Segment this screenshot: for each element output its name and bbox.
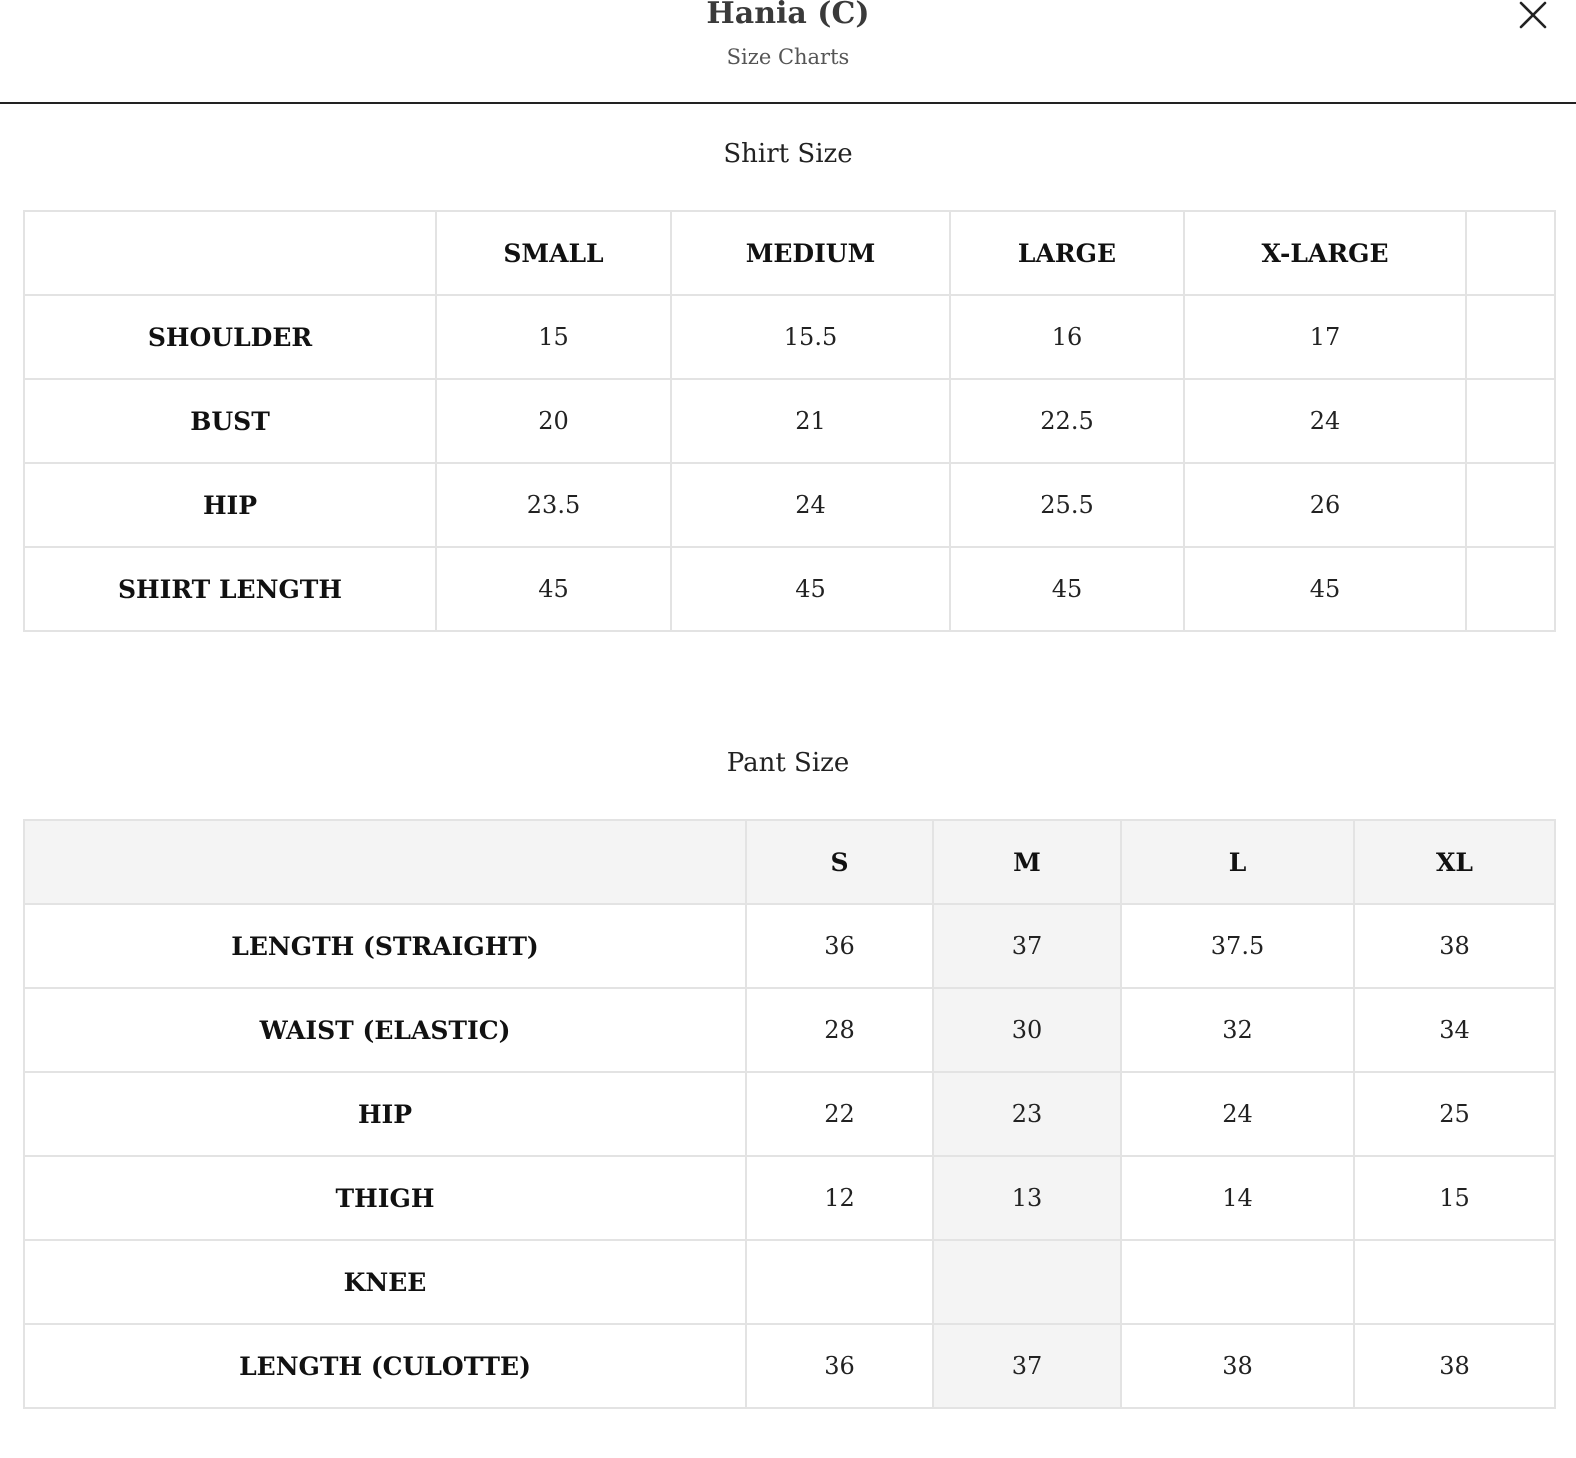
empty-header-cell (1466, 211, 1555, 295)
table-row (24, 379, 1555, 463)
table-cell: 14 (1121, 1156, 1354, 1240)
table-cell: 21 (671, 379, 950, 463)
table-cell: 32 (1121, 988, 1354, 1072)
table-cell: 38 (1354, 1324, 1555, 1408)
table-cell: 30 (933, 988, 1121, 1072)
table-header-row (24, 820, 1555, 904)
table-cell: 37 (933, 1324, 1121, 1408)
table-row (24, 295, 1555, 379)
shirt-size-title: Shirt Size (723, 139, 853, 169)
table-cell: 15.5 (671, 295, 950, 379)
table-cell: 16 (950, 295, 1184, 379)
table-cell (1354, 1240, 1555, 1324)
table-cell: 20 (436, 379, 671, 463)
column-header-s: S (746, 820, 933, 904)
table-cell: 45 (950, 547, 1184, 631)
table-cell: 12 (746, 1156, 933, 1240)
table-cell: 38 (1121, 1324, 1354, 1408)
table-cell: 23.5 (436, 463, 671, 547)
table-cell: 22.5 (950, 379, 1184, 463)
column-header-m: M (933, 820, 1121, 904)
table-cell (1121, 1240, 1354, 1324)
table-cell (933, 1240, 1121, 1324)
table-cell: 17 (1184, 295, 1466, 379)
row-label: HIP (24, 1072, 746, 1156)
table-header-row (24, 211, 1555, 295)
row-label: HIP (24, 463, 436, 547)
table-cell: 24 (1184, 379, 1466, 463)
empty-cell (1466, 463, 1555, 547)
row-label: LENGTH (CULOTTE) (24, 1324, 746, 1408)
row-label: THIGH (24, 1156, 746, 1240)
modal-header (0, 0, 1576, 104)
table-row (24, 1072, 1555, 1156)
row-label: SHOULDER (24, 295, 436, 379)
column-header-xl: XL (1354, 820, 1555, 904)
pant-size-table (23, 819, 1556, 1409)
table-cell: 45 (1184, 547, 1466, 631)
table-cell: 24 (1121, 1072, 1354, 1156)
table-cell: 45 (436, 547, 671, 631)
table-cell: 28 (746, 988, 933, 1072)
empty-cell (1466, 295, 1555, 379)
empty-cell (1466, 379, 1555, 463)
header-divider (0, 102, 1576, 104)
table-cell: 24 (671, 463, 950, 547)
table-cell: 36 (746, 1324, 933, 1408)
close-icon (1514, 0, 1552, 32)
row-label: BUST (24, 379, 436, 463)
table-row (24, 1240, 1555, 1324)
row-label: WAIST (ELASTIC) (24, 988, 746, 1072)
column-header-small: SMALL (436, 211, 671, 295)
table-cell: 37.5 (1121, 904, 1354, 988)
close-button[interactable] (1514, 0, 1552, 32)
empty-header-cell (24, 820, 746, 904)
table-cell: 15 (1354, 1156, 1555, 1240)
table-cell: 45 (671, 547, 950, 631)
table-cell: 15 (436, 295, 671, 379)
table-cell: 34 (1354, 988, 1555, 1072)
product-title: Hania (C) (706, 0, 870, 31)
column-header-medium: MEDIUM (671, 211, 950, 295)
column-header-l: L (1121, 820, 1354, 904)
table-row (24, 463, 1555, 547)
table-row (24, 988, 1555, 1072)
row-label: SHIRT LENGTH (24, 547, 436, 631)
column-header-large: LARGE (950, 211, 1184, 295)
empty-cell (1466, 547, 1555, 631)
shirt-size-table (23, 210, 1556, 632)
column-header-x-large: X-LARGE (1184, 211, 1466, 295)
table-row (24, 904, 1555, 988)
table-cell (746, 1240, 933, 1324)
table-cell: 38 (1354, 904, 1555, 988)
row-label: KNEE (24, 1240, 746, 1324)
pant-size-title: Pant Size (726, 748, 850, 778)
table-cell: 23 (933, 1072, 1121, 1156)
table-row (24, 547, 1555, 631)
table-cell: 26 (1184, 463, 1466, 547)
empty-header-cell (24, 211, 436, 295)
table-cell: 36 (746, 904, 933, 988)
table-cell: 13 (933, 1156, 1121, 1240)
table-cell: 25 (1354, 1072, 1555, 1156)
row-label: LENGTH (STRAIGHT) (24, 904, 746, 988)
table-cell: 25.5 (950, 463, 1184, 547)
table-cell: 37 (933, 904, 1121, 988)
table-cell: 22 (746, 1072, 933, 1156)
table-row (24, 1156, 1555, 1240)
table-row (24, 1324, 1555, 1408)
size-charts-subtitle: Size Charts (726, 45, 850, 69)
